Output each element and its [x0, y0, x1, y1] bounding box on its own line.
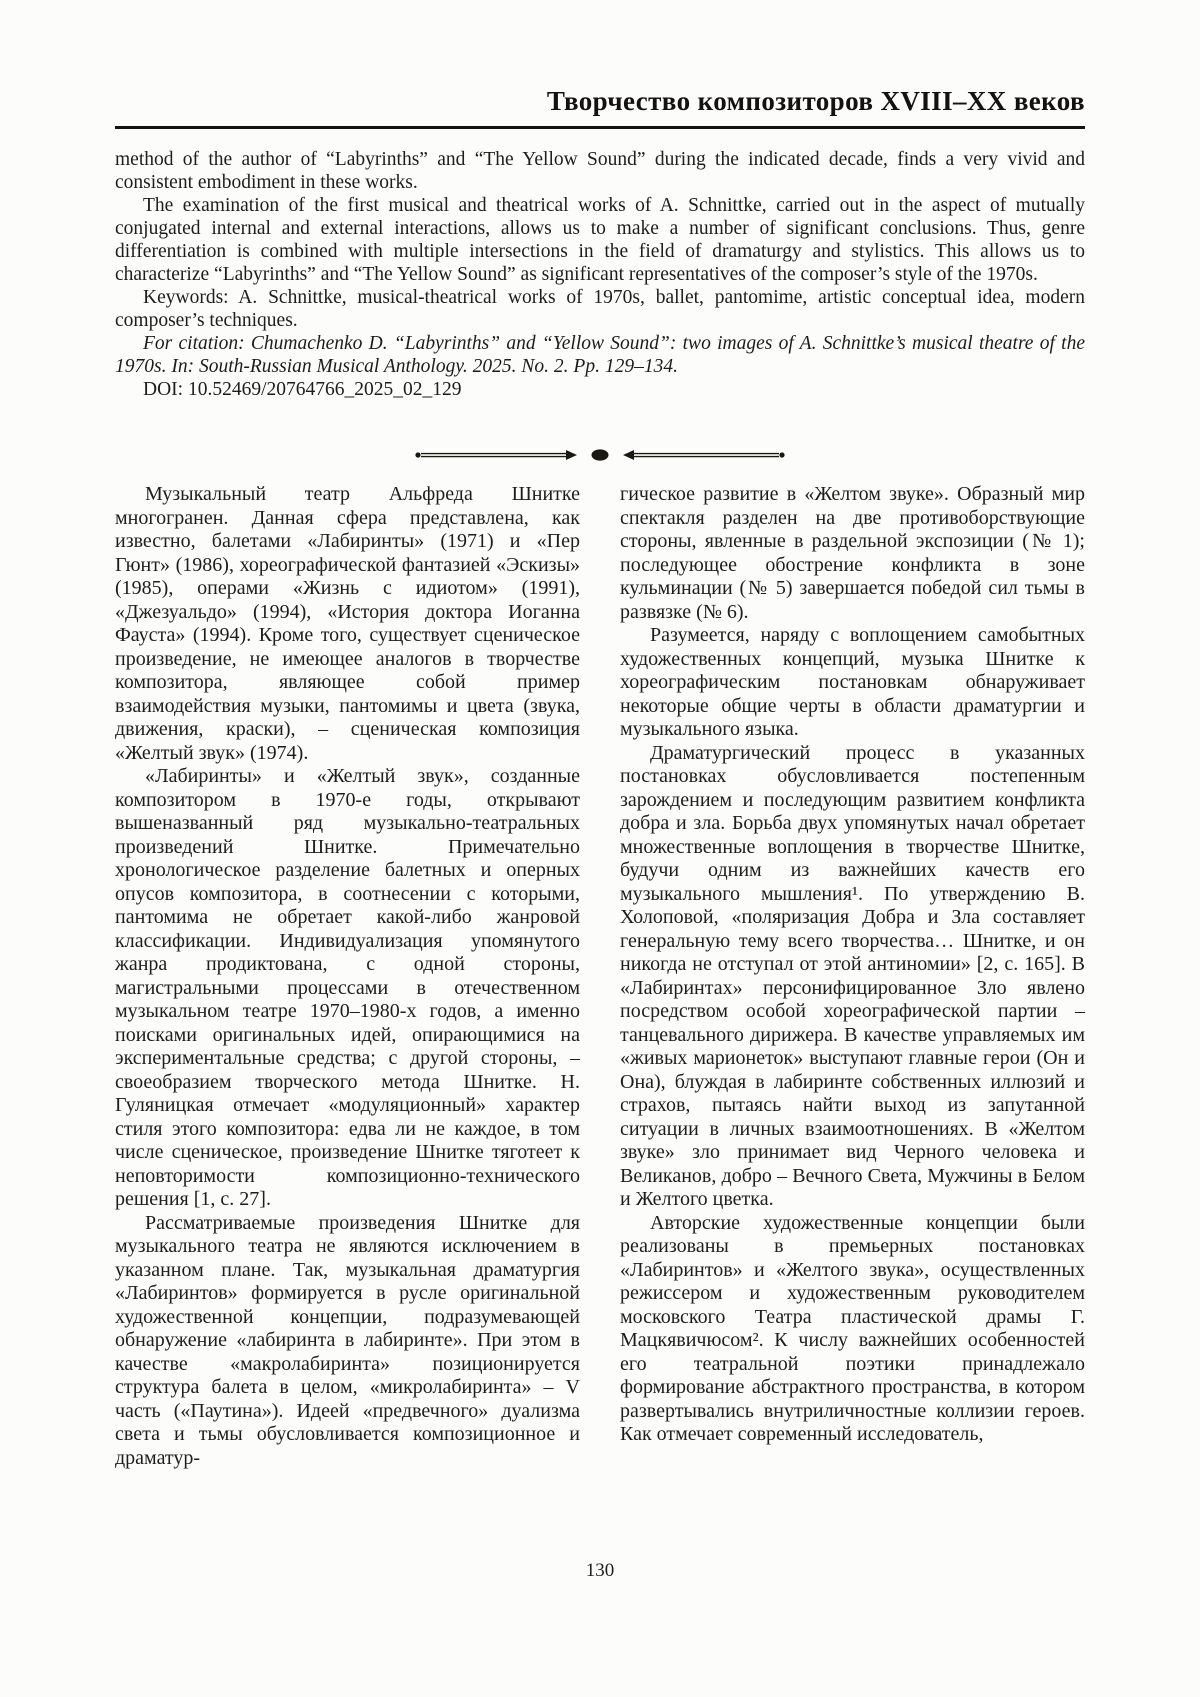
running-title: Творчество композиторов XVIII–XX веков [546, 86, 1085, 116]
abstract-continuation: method of the author of “Labyrinths” and “The Yellow Sound” during the indicated decade, finds a very vivid and consistent embodiment in these works. [115, 149, 1085, 193]
running-head [115, 86, 1085, 129]
divider-ornament-icon [414, 447, 786, 463]
doi-line: DOI: 10.52469/20764766_2025_02_129 [143, 379, 462, 400]
abstract-paragraph: The examination of the first musical and theatrical works of A. Schnittke, carried out in the aspect of mutually conjugated internal and external interactions, allows us to make a number of significant conclusions. Thus, genre differentiation is combined with multiple intersections in the field of dramaturgy and stylistics. This allows us to characterize “Labyrinths” and “The Yellow Sound” as significant representatives of the composer’s style of the 1970s. [115, 195, 1085, 285]
body-paragraph: Разумеется, наряду с воплощением самобытных художественных концепций, музыка Шнитке к хореографическим постановкам обнаруживает некоторые общие черты в области драматургии и музыкального языка. [620, 624, 1085, 740]
body-paragraph: гическое развитие в «Желтом звуке». Образный мир спектакля разделен на две противоборствующие стороны, явленные в раздельной экспозиции (№ 1); последующее обострение конфликта в зоне кульминации (№ 5) завершается победой сил тьмы в развязке (№ 6). [620, 483, 1085, 623]
body-paragraph: Рассматриваемые произведения Шнитке для музыкального театра не являются исключением в указанном плане. Так, музыкальная драматургия «Лабиринтов» формируется в русле оригинальной художественной концепции, подразумевающей обнаружение «лабиринта в лабиринте». При этом в качестве «макролабиринта» позиционируется структура балета в целом, «микролабиринта» – V часть («Паутина»). Идеей «предвечного» дуализма света и тьмы обусловливается композиционное и драматур- [115, 1211, 580, 1469]
front-matter [115, 148, 1085, 401]
article-body [115, 483, 1085, 1470]
page-number: 130 [585, 1560, 615, 1581]
page-footer [115, 1560, 1085, 1582]
section-divider [115, 446, 1085, 464]
for-citation-line: For citation: Chumachenko D. “Labyrinths” and “Yellow Sound”: two images of A. Schnittke’s musical theatre of the 1970s. In: South-Russian Musical Anthology. 2025. No. 2. Pp. 129–134. [115, 333, 1085, 377]
left-column [115, 483, 580, 1470]
keywords-line: Keywords: A. Schnittke, musical-theatrical works of 1970s, ballet, pantomime, artistic conceptual idea, modern composer’s techniques. [115, 287, 1085, 331]
body-paragraph: Драматургический процесс в указанных постановках обусловливается постепенным зарождением и последующим развитием конфликта добра и зла. Борьба двух упомянутых начал обретает множественные воплощения в творчестве Шнитке, будучи одним из важнейших качеств его музыкального мышления¹. По утверждению В. Холоповой, «поляризация Добра и Зла составляет генеральную тему всего творчества… Шнитке, и он никогда не отступал от этой антиномии» [2, с. 165]. В «Лабиринтах» персонифицированное Зло явлено посредством особой хореографической партии – танцевального дирижера. В качестве управляемых им «живых марионеток» выступают главные герои (Он и Она), блуждая в лабиринте собственных иллюзий и страхов, пытаясь найти выход из запутанной ситуации в личных взаимоотношениях. В «Желтом звуке» зло принимает вид Черного человека и Великанов, добро – Вечного Света, Мужчины в Белом и Желтого цветка. [620, 741, 1085, 1210]
header-rule [115, 126, 1085, 129]
body-paragraph: Музыкальный театр Альфреда Шнитке многогранен. Данная сфера представлена, как известно, балетами «Лабиринты» (1971) и «Пер Гюнт» (1986), хореографической фантазией «Эскизы» (1985), операми «Жизнь с идиотом» (1991), «Джезуальдо» (1994), «История доктора Иоганна Фауста» (1994). Кроме того, существует сценическое произведение, не имеющее аналогов в творчестве композитора, являющее собой пример взаимодействия музыки, пантомимы и цвета (звука, движения, краски), – сценическая композиция «Желтый звук» (1974). [115, 483, 580, 764]
right-column [620, 483, 1085, 1470]
body-paragraph: Авторские художественные концепции были реализованы в премьерных постановках «Лабиринтов» и «Желтого звука», осуществленных режиссером и художественным руководителем московского Театра пластической драмы Г. Мацкявичюсом². К числу важнейших особенностей его театральной поэтики принадлежало формирование абстрактного пространства, в котором развертывались внутриличностные коллизии героев. Как отмечает современный исследователь, [620, 1211, 1085, 1445]
body-paragraph: «Лабиринты» и «Желтый звук», созданные композитором в 1970-е годы, открывают вышеназванный ряд музыкально-театральных произведений Шнитке. Примечательно хронологическое разделение балетных и оперных опусов композитора, в соотнесении с которыми, пантомима не обретает какой-либо жанровой классификации. Индивидуализация упомянутого жанра продиктована, с одной стороны, магистральными процессами в отечественном музыкальном театре 1970–1980-х годов, а именно поисками оригинальных идей, опирающимися на экспериментальные средства; с другой стороны, – своеобразием творческого метода Шнитке. Н. Гуляницкая отмечает «модуляционный» характер стиля этого композитора: едва ли не каждое, в том числе сценическое, произведение Шнитке тяготеет к неповторимости композиционно-технического решения [1, с. 27]. [115, 765, 580, 1210]
